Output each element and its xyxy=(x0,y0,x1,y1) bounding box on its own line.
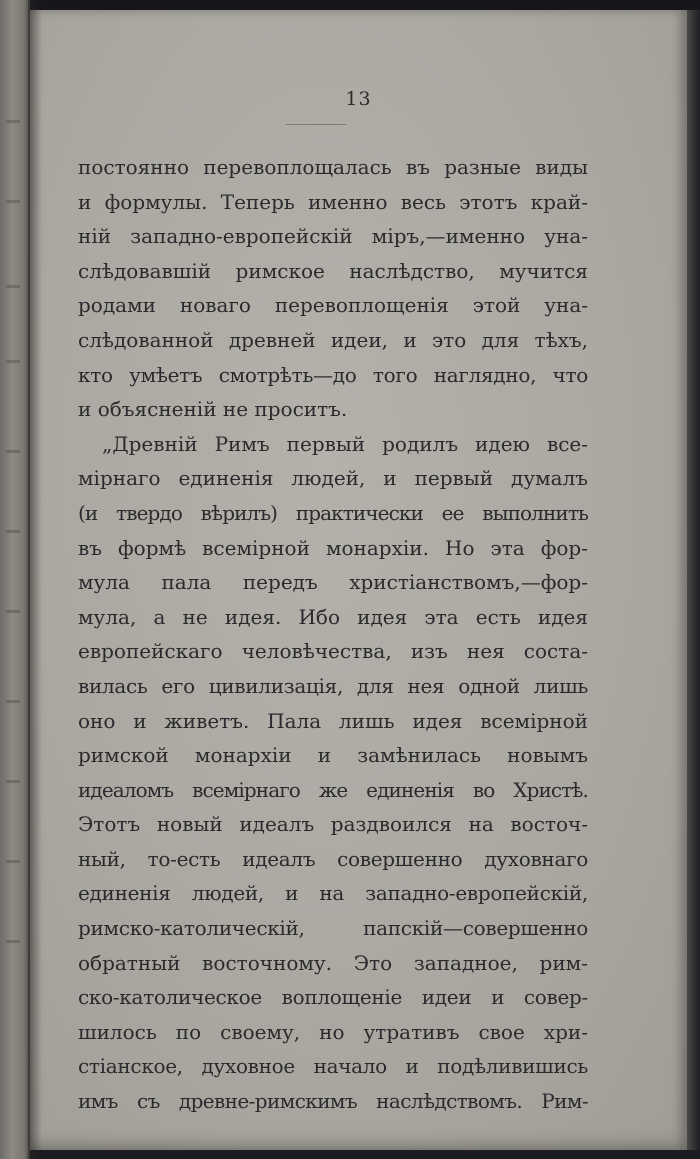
page-body-text xyxy=(78,150,588,1119)
facing-page-mark xyxy=(6,120,20,123)
facing-page-mark xyxy=(6,360,20,363)
text-line: слѣдованной древней идеи, и это для тѣхъ, xyxy=(78,327,588,352)
text-line: вилась его цивилизація, для нея одной лишь xyxy=(78,673,588,698)
text-line: кто умѣетъ смотрѣть—до того наглядно, что xyxy=(78,362,588,387)
page-number: 13 xyxy=(345,88,372,110)
text-line: и формулы. Теперь именно весь этотъ край- xyxy=(78,189,588,214)
text-line: мула, а не идея. Ибо идея эта есть идея xyxy=(78,604,588,629)
text-line: имъ съ древне-римскимъ наслѣдствомъ. Рим- xyxy=(78,1089,588,1114)
text-line: ско-католическое воплощеніе идеи и совер- xyxy=(78,985,588,1010)
text-line: ный, то-есть идеалъ совершенно духовнаго xyxy=(78,846,588,871)
page-number-rule xyxy=(286,124,346,125)
gutter-shadow xyxy=(28,0,42,1159)
facing-page-mark xyxy=(6,940,20,943)
facing-page-mark xyxy=(6,700,20,703)
text-line: шилось по своему, но утративъ свое хри- xyxy=(78,1019,588,1044)
text-line: римской монархіи и замѣнилась новымъ xyxy=(78,743,588,768)
text-line: Этотъ новый идеалъ раздвоился на восточ- xyxy=(78,812,588,837)
text-line: мула пала передъ христіанствомъ,—фор- xyxy=(78,570,588,595)
facing-page-mark xyxy=(6,860,20,863)
facing-page-mark xyxy=(6,780,20,783)
text-line: ній западно-европейскій міръ,—именно уна- xyxy=(78,224,588,249)
facing-page-mark xyxy=(6,450,20,453)
facing-page-mark xyxy=(6,200,20,203)
text-line: въ формѣ всемірной монархіи. Но эта фор- xyxy=(78,535,588,560)
text-line: „Древній Римъ первый родилъ идею все- xyxy=(102,431,588,456)
text-line: мірнаго единенія людей, и первый думалъ xyxy=(78,466,588,491)
book-page xyxy=(30,10,687,1150)
text-line: оно и живетъ. Пала лишь идея всемірной xyxy=(78,708,588,733)
text-line: и объясненій не проситъ. xyxy=(78,397,348,422)
text-line: европейскаго человѣчества, изъ нея соста- xyxy=(78,639,588,664)
facing-page-edge xyxy=(0,0,30,1159)
text-line: единенія людей, и на западно-европейскій, xyxy=(78,881,588,906)
facing-page-mark xyxy=(6,610,20,613)
facing-page-mark xyxy=(6,285,20,288)
text-line: обратный восточному. Это западное, рим- xyxy=(78,950,588,975)
text-line: идеаломъ всемірнаго же единенія во Христѣ. xyxy=(78,777,588,802)
facing-page-mark xyxy=(6,530,20,533)
text-line: стіанское, духовное начало и подѣливишись xyxy=(78,1054,588,1079)
page-right-edge xyxy=(687,10,700,1150)
text-line: слѣдовавшій римское наслѣдство, мучится xyxy=(78,258,588,283)
text-line: римско-католическій, папскій—совершенно xyxy=(78,916,588,941)
text-line: (и твердо вѣрилъ) практически ее выполнить xyxy=(78,500,588,525)
text-line: родами новаго перевоплощенія этой уна- xyxy=(78,293,588,318)
text-line: постоянно перевоплощалась въ разные виды xyxy=(78,155,588,179)
